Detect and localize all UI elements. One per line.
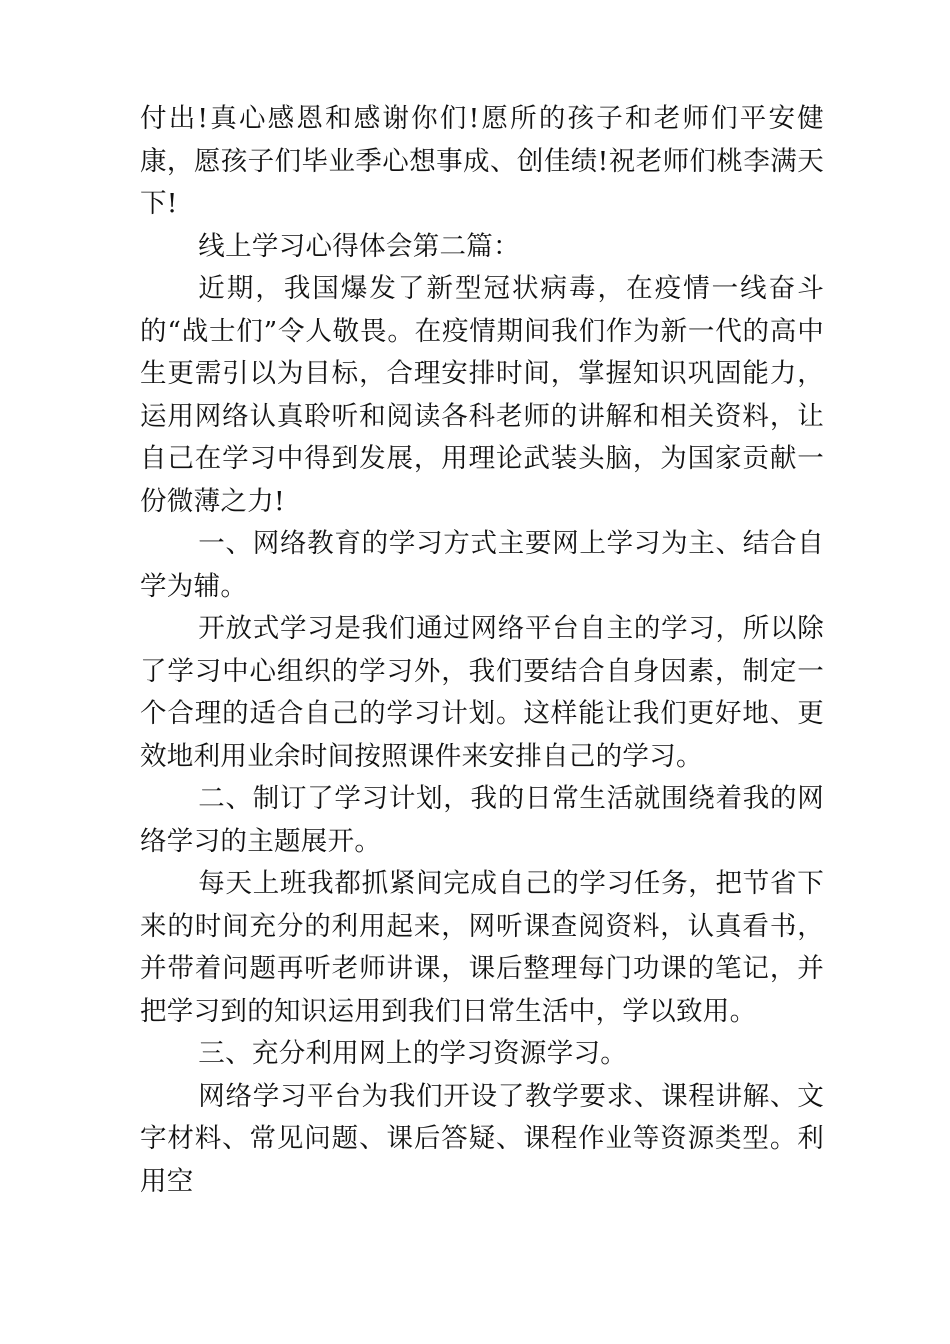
- paragraph-intro: 近期，我国爆发了新型冠状病毒，在疫情一线奋斗的“战士们”令人敬畏。在疫情期间我们作为新一代的高中生更需引以为目标，合理安排时间，掌握知识巩固能力，运用网络认真聆听和阅读各科老师的讲解和相关资料，让自己在学习中得到发展，用理论武装头脑，为国家贡献一份微薄之力!: [140, 273, 824, 517]
- point-one-heading: 一、网络教育的学习方式主要网上学习为主、结合自学为辅。: [140, 528, 824, 602]
- paragraph-daily-study: 每天上班我都抓紧间完成自己的学习任务，把节省下来的时间充分的利用起来，网听课查阅资料，认真看书，并带着问题再听老师讲课，课后整理每门功课的笔记，并把学习到的知识运用到我们日常生活中，学以致用。: [140, 868, 824, 1027]
- point-three-heading: 三、充分利用网上的学习资源学习。: [198, 1038, 628, 1069]
- paragraph-continuation: 付出!真心感恩和感谢你们!愿所的孩子和老师们平安健康，愿孩子们毕业季心想事成、创佳绩!祝老师们桃李满天下!: [140, 103, 824, 219]
- point-two-heading: 二、制订了学习计划，我的日常生活就围绕着我的网络学习的主题展开。: [140, 783, 824, 857]
- document-body: [140, 98, 824, 1203]
- paragraph-resources: 网络学习平台为我们开设了教学要求、课程讲解、文字材料、常见问题、课后答疑、课程作业等资源类型。利用空: [140, 1080, 824, 1197]
- paragraph-open-learning: 开放式学习是我们通过网络平台自主的学习，所以除了学习中心组织的学习外，我们要结合自身因素，制定一个合理的适合自己的学习计划。这样能让我们更好地、更效地利用业余时间按照课件来安排自己的学习。: [140, 613, 824, 772]
- section-heading: 线上学习心得体会第二篇：: [198, 230, 520, 262]
